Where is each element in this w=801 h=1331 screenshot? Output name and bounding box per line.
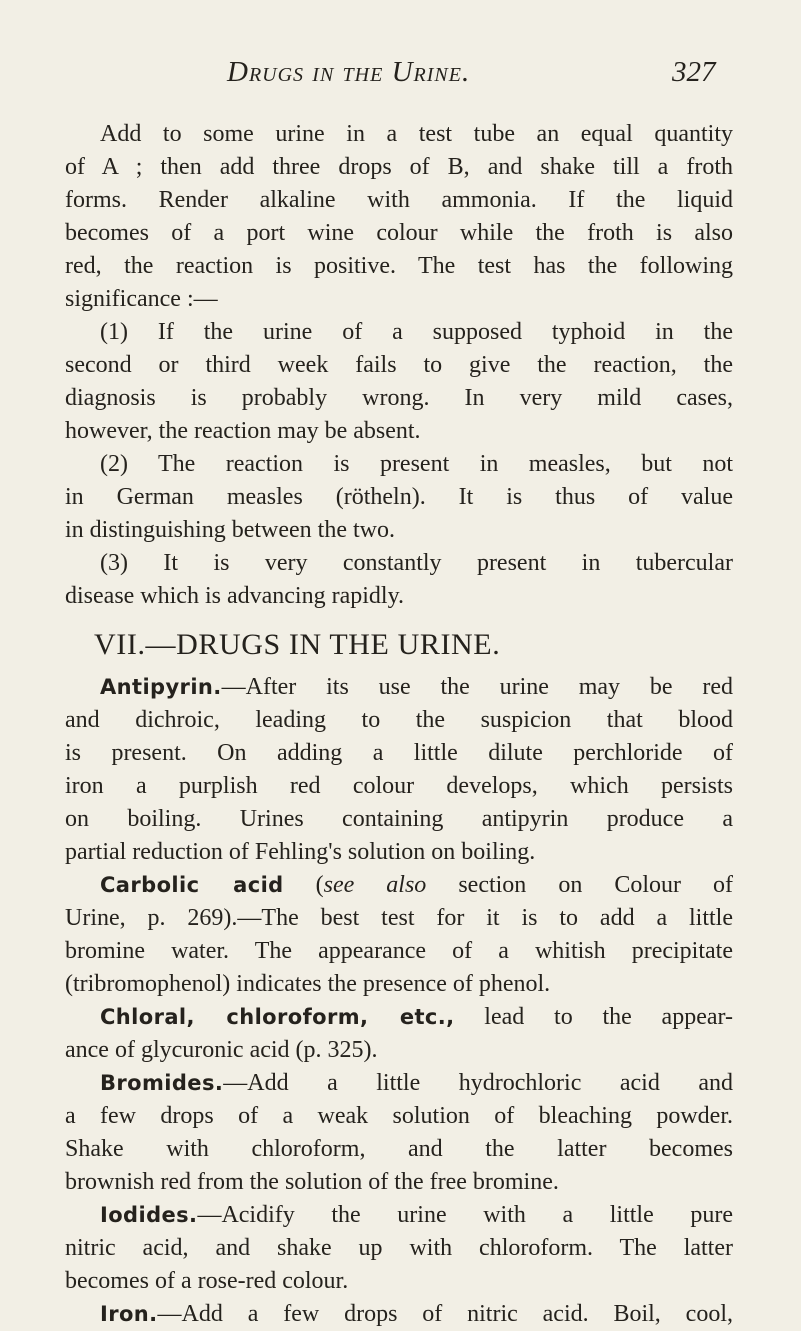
carbolic-term: Carbolic acid — [100, 873, 284, 897]
iodides-line — [65, 1199, 733, 1232]
section-heading: VII.—DRUGS IN THE URINE. — [94, 628, 501, 661]
bromides-line: Shake with chloroform, and the latter becomes — [65, 1136, 733, 1162]
point-3-line: disease which is advancing rapidly. — [65, 583, 405, 609]
iodides-term: Iodides. — [100, 1203, 198, 1227]
bromides-line — [65, 1067, 733, 1100]
chloral-line: ance of glycuronic acid (p. 325). — [65, 1037, 378, 1063]
point-1-line: second or third week fails to give the reaction, the — [65, 352, 733, 378]
iron-term: Iron. — [100, 1302, 158, 1326]
point-1-line: however, the reaction may be absent. — [65, 418, 421, 444]
point-2-line: in distinguishing between the two. — [65, 517, 395, 543]
body-line: becomes of a port wine colour while the froth is also — [65, 220, 733, 246]
iodides-text: —Acidify the urine with a little pure — [197, 1202, 733, 1228]
running-title: Drugs in the Urine. — [227, 56, 471, 88]
carbolic-line: Urine, p. 269).—The best test for it is to add a little — [65, 905, 733, 931]
bromides-text: —Add a little hydrochloric acid and — [223, 1070, 733, 1096]
running-head — [0, 56, 801, 96]
page-body — [65, 118, 733, 1331]
point-1-line: diagnosis is probably wrong. In very mild cases, — [65, 385, 733, 411]
body-line: red, the reaction is positive. The test has the following — [65, 253, 733, 279]
bromides-line: brownish red from the solution of the free bromine. — [65, 1169, 559, 1195]
chloral-text: lead to the appear- — [454, 1004, 733, 1030]
point-1-line: (1) If the urine of a supposed typhoid in the — [100, 319, 733, 345]
antipyrin-text: —After its use the urine may be red — [221, 674, 733, 700]
chloral-term: Chloral, chloroform, etc., — [100, 1005, 455, 1029]
antipyrin-term: Antipyrin. — [100, 675, 222, 699]
carbolic-text: section on Colour of — [426, 872, 734, 898]
carbolic-see-also: see also — [323, 872, 427, 898]
antipyrin-line: is present. On adding a little dilute perchloride of — [65, 740, 733, 766]
point-2-line: (2) The reaction is present in measles, but not — [100, 451, 733, 477]
carbolic-open: ( — [315, 872, 324, 898]
antipyrin-line: iron a purplish red colour develops, which persists — [65, 773, 733, 799]
point-3-line: (3) It is very constantly present in tubercular — [100, 550, 733, 576]
body-line: Add to some urine in a test tube an equal quantity — [100, 121, 733, 147]
chloral-line — [65, 1001, 733, 1034]
carbolic-line: (tribromophenol) indicates the presence of phenol. — [65, 971, 551, 997]
antipyrin-line: partial reduction of Fehling's solution on boiling. — [65, 839, 536, 865]
carbolic-line: bromine water. The appearance of a whitish precipitate — [65, 938, 733, 964]
carbolic-line — [65, 869, 733, 902]
point-2-line: in German measles (rötheln). It is thus of value — [65, 484, 733, 510]
bromides-line: a few drops of a weak solution of bleaching powder. — [65, 1103, 733, 1129]
body-line: of A ; then add three drops of B, and shake till a froth — [65, 154, 733, 180]
iodides-line: nitric acid, and shake up with chloroform. The latter — [65, 1235, 733, 1261]
iodides-line: becomes of a rose-red colour. — [65, 1268, 349, 1294]
body-line: forms. Render alkaline with ammonia. If the liquid — [65, 187, 733, 213]
antipyrin-line: on boiling. Urines containing antipyrin produce a — [65, 806, 733, 832]
antipyrin-line: and dichroic, leading to the suspicion that blood — [65, 707, 733, 733]
page-number: 327 — [672, 56, 716, 88]
bromides-term: Bromides. — [100, 1071, 224, 1095]
iron-text: —Add a few drops of nitric acid. Boil, cool, — [157, 1301, 733, 1327]
body-line: significance :— — [65, 286, 218, 312]
antipyrin-line — [65, 671, 733, 704]
